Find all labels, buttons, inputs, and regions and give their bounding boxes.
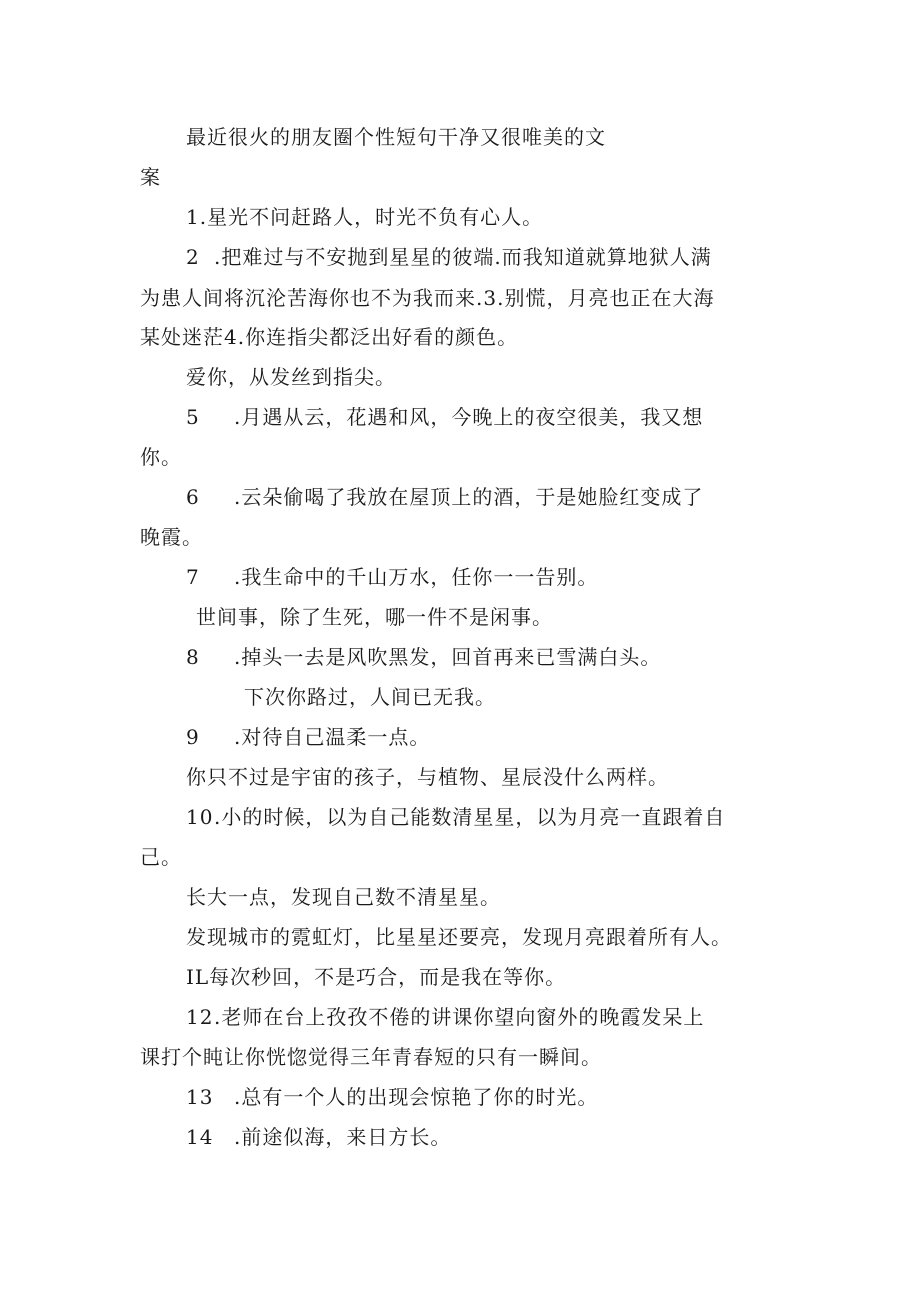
paragraph-text: .月遇从云，花遇和风，今晚上的夜空很美，我又想 (234, 405, 704, 429)
paragraph-number: 6 (186, 485, 200, 509)
paragraph-text: .总有一个人的出现会惊艳了你的时光。 (234, 1085, 599, 1109)
paragraph-text: .掉头一去是风吹黑发，回首再来已雪满白头。 (234, 645, 662, 669)
paragraph-text: .小的时候，以为自己能数清星星，以为月亮一直跟着自 (214, 805, 726, 829)
paragraph-neon: 发现城市的霓虹灯，比星星还要亮，发现月亮跟着所有人。 (186, 925, 732, 949)
paragraph-text: .把难过与不安抛到星星的彼端.而我知道就算地狱人满 (214, 245, 712, 269)
document-title: 最近很火的朋友圈个性短句干净又很唯美的文 (186, 125, 606, 149)
paragraph-2-line-2: 为患人间将沉沦苦海你也不为我而来.3.别慌，月亮也正在大海 (140, 286, 715, 310)
paragraph-number: 2 (186, 245, 200, 269)
paragraph-10 (186, 803, 725, 831)
paragraph-universe: 你只不过是宇宙的孩子，与植物、星辰没什么两样。 (186, 765, 669, 789)
paragraph-14 (186, 1123, 451, 1151)
paragraph-number: 9 (186, 725, 200, 749)
paragraph-number: 7 (186, 565, 200, 589)
paragraph-text: .前途似海，来日方长。 (234, 1125, 452, 1149)
paragraph-text: .对待自己温柔一点。 (234, 725, 431, 749)
paragraph-text: .我生命中的千山万水，任你一一告别。 (234, 565, 599, 589)
paragraph-text: .老师在台上孜孜不倦的讲课你望向窗外的晚霞发呆上 (214, 1005, 705, 1029)
paragraph-number: 12 (186, 1005, 214, 1029)
paragraph-12-line-2: 课打个盹让你恍惚觉得三年青春短的只有一瞬间。 (140, 1045, 602, 1069)
paragraph-number: 5 (186, 405, 200, 429)
paragraph-12 (186, 1003, 704, 1031)
paragraph-love: 爱你，从发丝到指尖。 (186, 365, 396, 389)
paragraph-8 (186, 643, 661, 671)
paragraph-6-line-2: 晚霞。 (140, 525, 203, 549)
document-title-continuation: 案 (140, 165, 161, 189)
paragraph-grow-up: 长大一点，发现自己数不清星星。 (186, 885, 501, 909)
paragraph-number: 8 (186, 645, 200, 669)
paragraph-text: .云朵偷喝了我放在屋顶上的酒，于是她脸红变成了 (234, 485, 704, 509)
paragraph-number: 13 (186, 1085, 214, 1109)
paragraph-next-time: 下次你路过，人间已无我。 (244, 685, 496, 709)
paragraph-9 (186, 723, 430, 751)
paragraph-2-line-3: 某处迷茫4.你连指尖都泛出好看的颜色。 (140, 325, 519, 349)
paragraph-1: 1.星光不问赶路人，时光不负有心人。 (186, 205, 544, 229)
paragraph-7 (186, 563, 598, 591)
paragraph-number: 10 (186, 805, 214, 829)
paragraph-5 (186, 403, 703, 431)
paragraph-5-line-2: 你。 (140, 445, 182, 469)
paragraph-number: 14 (186, 1125, 214, 1149)
paragraph-worldly-affairs: 世间事，除了生死，哪一件不是闲事。 (196, 605, 553, 629)
paragraph-6 (186, 483, 703, 511)
paragraph-10-line-2: 己。 (140, 845, 182, 869)
paragraph-11: IL每次秒回，不是巧合，而是我在等你。 (186, 965, 567, 989)
paragraph-13 (186, 1083, 598, 1111)
paragraph-2 (186, 243, 712, 271)
